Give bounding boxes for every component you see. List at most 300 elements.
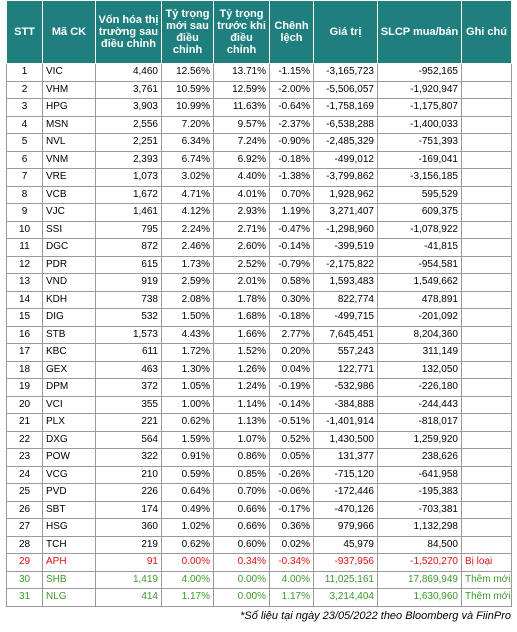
rebalance-table (6, 0, 512, 607)
cell-new-weight: 1.72% (162, 344, 214, 362)
cell-weight-diff: 2.77% (270, 326, 314, 344)
cell-stt: 22 (7, 431, 43, 449)
cell-share-volume: 609,375 (378, 204, 462, 222)
table-row (7, 309, 512, 327)
cell-old-weight: 2.01% (214, 274, 270, 292)
cell-market-cap: 1,573 (96, 326, 162, 344)
cell-share-volume: -3,156,185 (378, 169, 462, 187)
cell-note (462, 449, 512, 467)
cell-note (462, 484, 512, 502)
cell-weight-diff: -0.17% (270, 501, 314, 519)
cell-new-weight: 0.62% (162, 536, 214, 554)
table-row (7, 361, 512, 379)
cell-old-weight: 0.00% (214, 589, 270, 607)
header-ty-trong-truoc: Tỷ trọng trước khi điều chỉnh (214, 1, 270, 64)
table-row (7, 466, 512, 484)
cell-note (462, 274, 512, 292)
cell-weight-diff: 0.04% (270, 361, 314, 379)
cell-share-volume: 1,132,298 (378, 519, 462, 537)
cell-old-weight: 4.40% (214, 169, 270, 187)
cell-ticker: VNM (43, 151, 96, 169)
cell-share-volume: 132,050 (378, 361, 462, 379)
cell-old-weight: 13.71% (214, 64, 270, 82)
cell-value: -499,012 (314, 151, 378, 169)
cell-value: -1,401,914 (314, 414, 378, 432)
cell-new-weight: 7.20% (162, 116, 214, 134)
table-row (7, 379, 512, 397)
cell-new-weight: 0.59% (162, 466, 214, 484)
header-von-hoa: Vốn hóa thị trường sau điều chỉnh (96, 1, 162, 64)
cell-weight-diff: -2.37% (270, 116, 314, 134)
cell-stt: 28 (7, 536, 43, 554)
cell-value: 1,430,500 (314, 431, 378, 449)
cell-market-cap: 4,460 (96, 64, 162, 82)
cell-market-cap: 414 (96, 589, 162, 607)
cell-weight-diff: -0.14% (270, 396, 314, 414)
cell-stt: 6 (7, 151, 43, 169)
cell-note (462, 134, 512, 152)
cell-share-volume: -1,920,947 (378, 81, 462, 99)
cell-ticker: VHM (43, 81, 96, 99)
cell-value: -2,485,329 (314, 134, 378, 152)
cell-stt: 5 (7, 134, 43, 152)
cell-new-weight: 1.00% (162, 396, 214, 414)
cell-stt: 19 (7, 379, 43, 397)
cell-old-weight: 0.85% (214, 466, 270, 484)
cell-ticker: GEX (43, 361, 96, 379)
cell-value: 3,214,404 (314, 589, 378, 607)
cell-weight-diff: 0.20% (270, 344, 314, 362)
table-row (7, 169, 512, 187)
header-chenh-lech: Chênh lệch (270, 1, 314, 64)
cell-value: -1,298,960 (314, 221, 378, 239)
source-footnote: *Số liệu tại ngày 23/05/2022 theo Bloomberg và FiinPro (240, 610, 511, 622)
cell-market-cap: 532 (96, 309, 162, 327)
cell-market-cap: 463 (96, 361, 162, 379)
table-row (7, 449, 512, 467)
cell-new-weight: 4.71% (162, 186, 214, 204)
cell-weight-diff: -0.06% (270, 484, 314, 502)
cell-stt: 15 (7, 309, 43, 327)
cell-share-volume: -641,958 (378, 466, 462, 484)
cell-weight-diff: 0.70% (270, 186, 314, 204)
cell-ticker: TCH (43, 536, 96, 554)
cell-old-weight: 0.34% (214, 554, 270, 572)
cell-value: 1,928,962 (314, 186, 378, 204)
table-row (7, 134, 512, 152)
cell-stt: 24 (7, 466, 43, 484)
cell-value: -1,758,169 (314, 99, 378, 117)
cell-stt: 25 (7, 484, 43, 502)
cell-share-volume: -1,175,807 (378, 99, 462, 117)
cell-weight-diff: 0.05% (270, 449, 314, 467)
cell-value: 11,025,161 (314, 571, 378, 589)
table-row (7, 554, 512, 572)
cell-ticker: APH (43, 554, 96, 572)
cell-share-volume: -1,078,922 (378, 221, 462, 239)
cell-ticker: NVL (43, 134, 96, 152)
cell-weight-diff: 0.36% (270, 519, 314, 537)
cell-stt: 4 (7, 116, 43, 134)
cell-stt: 20 (7, 396, 43, 414)
cell-new-weight: 0.64% (162, 484, 214, 502)
cell-note (462, 344, 512, 362)
cell-market-cap: 322 (96, 449, 162, 467)
cell-weight-diff: -0.34% (270, 554, 314, 572)
cell-share-volume: -201,092 (378, 309, 462, 327)
table-row (7, 536, 512, 554)
cell-old-weight: 4.01% (214, 186, 270, 204)
cell-weight-diff: -0.47% (270, 221, 314, 239)
cell-new-weight: 10.99% (162, 99, 214, 117)
cell-value: -399,519 (314, 239, 378, 257)
cell-new-weight: 2.08% (162, 291, 214, 309)
table-row (7, 186, 512, 204)
cell-share-volume: -954,581 (378, 256, 462, 274)
cell-value: 7,645,451 (314, 326, 378, 344)
cell-weight-diff: -1.38% (270, 169, 314, 187)
cell-note (462, 204, 512, 222)
cell-note (462, 519, 512, 537)
cell-note (462, 256, 512, 274)
cell-ticker: DXG (43, 431, 96, 449)
cell-value: 822,774 (314, 291, 378, 309)
cell-market-cap: 1,073 (96, 169, 162, 187)
cell-stt: 1 (7, 64, 43, 82)
cell-ticker: SHB (43, 571, 96, 589)
table-row (7, 274, 512, 292)
table-row (7, 589, 512, 607)
cell-new-weight: 1.17% (162, 589, 214, 607)
cell-market-cap: 360 (96, 519, 162, 537)
cell-ticker: MSN (43, 116, 96, 134)
table-row (7, 519, 512, 537)
cell-weight-diff: 0.58% (270, 274, 314, 292)
cell-ticker: SBT (43, 501, 96, 519)
cell-ticker: VCI (43, 396, 96, 414)
cell-note (462, 309, 512, 327)
cell-note (462, 99, 512, 117)
cell-note (462, 536, 512, 554)
cell-share-volume: 311,149 (378, 344, 462, 362)
cell-value: -172,446 (314, 484, 378, 502)
header-ma-ck: Mã CK (43, 1, 96, 64)
table-row (7, 64, 512, 82)
table-row (7, 204, 512, 222)
cell-share-volume: -169,041 (378, 151, 462, 169)
cell-stt: 21 (7, 414, 43, 432)
cell-new-weight: 0.00% (162, 554, 214, 572)
table-row (7, 484, 512, 502)
cell-new-weight: 12.56% (162, 64, 214, 82)
cell-share-volume: -751,393 (378, 134, 462, 152)
cell-note (462, 186, 512, 204)
cell-note (462, 414, 512, 432)
cell-share-volume: 595,529 (378, 186, 462, 204)
table-row (7, 431, 512, 449)
cell-old-weight: 1.24% (214, 379, 270, 397)
cell-old-weight: 12.59% (214, 81, 270, 99)
cell-value: -6,538,288 (314, 116, 378, 134)
cell-ticker: VND (43, 274, 96, 292)
cell-share-volume: -1,400,033 (378, 116, 462, 134)
cell-value: -937,956 (314, 554, 378, 572)
cell-weight-diff: -0.19% (270, 379, 314, 397)
cell-ticker: DGC (43, 239, 96, 257)
cell-stt: 30 (7, 571, 43, 589)
cell-ticker: HSG (43, 519, 96, 537)
table-row (7, 344, 512, 362)
cell-ticker: PDR (43, 256, 96, 274)
cell-weight-diff: -0.79% (270, 256, 314, 274)
cell-old-weight: 11.63% (214, 99, 270, 117)
cell-weight-diff: -0.18% (270, 151, 314, 169)
table-header-row (7, 1, 512, 64)
cell-old-weight: 2.60% (214, 239, 270, 257)
cell-value: 979,966 (314, 519, 378, 537)
cell-value: -2,175,822 (314, 256, 378, 274)
cell-note: Thêm mới (462, 571, 512, 589)
cell-value: -3,799,862 (314, 169, 378, 187)
cell-weight-diff: 1.17% (270, 589, 314, 607)
cell-note (462, 116, 512, 134)
cell-note (462, 431, 512, 449)
cell-market-cap: 795 (96, 221, 162, 239)
cell-market-cap: 355 (96, 396, 162, 414)
rebalance-table-container (6, 0, 511, 607)
cell-weight-diff: 0.02% (270, 536, 314, 554)
cell-note (462, 501, 512, 519)
cell-value: 1,593,483 (314, 274, 378, 292)
cell-new-weight: 4.00% (162, 571, 214, 589)
cell-weight-diff: -0.90% (270, 134, 314, 152)
cell-share-volume: -818,017 (378, 414, 462, 432)
cell-stt: 11 (7, 239, 43, 257)
cell-old-weight: 9.57% (214, 116, 270, 134)
cell-new-weight: 1.02% (162, 519, 214, 537)
cell-weight-diff: -0.26% (270, 466, 314, 484)
cell-note (462, 396, 512, 414)
cell-share-volume: 8,204,360 (378, 326, 462, 344)
cell-stt: 7 (7, 169, 43, 187)
cell-stt: 10 (7, 221, 43, 239)
cell-new-weight: 1.30% (162, 361, 214, 379)
cell-weight-diff: -2.00% (270, 81, 314, 99)
cell-market-cap: 3,903 (96, 99, 162, 117)
cell-market-cap: 615 (96, 256, 162, 274)
cell-new-weight: 1.59% (162, 431, 214, 449)
cell-share-volume: -952,165 (378, 64, 462, 82)
cell-note (462, 239, 512, 257)
cell-old-weight: 1.78% (214, 291, 270, 309)
cell-ticker: SSI (43, 221, 96, 239)
cell-new-weight: 6.34% (162, 134, 214, 152)
cell-old-weight: 7.24% (214, 134, 270, 152)
cell-ticker: PVD (43, 484, 96, 502)
cell-stt: 8 (7, 186, 43, 204)
header-slcp: SLCP mua/bán (378, 1, 462, 64)
cell-ticker: STB (43, 326, 96, 344)
cell-market-cap: 91 (96, 554, 162, 572)
cell-ticker: VCG (43, 466, 96, 484)
cell-weight-diff: 0.30% (270, 291, 314, 309)
cell-new-weight: 0.91% (162, 449, 214, 467)
cell-share-volume: -244,443 (378, 396, 462, 414)
cell-value: 122,771 (314, 361, 378, 379)
cell-new-weight: 2.24% (162, 221, 214, 239)
header-gia-tri: Giá trị (314, 1, 378, 64)
cell-stt: 14 (7, 291, 43, 309)
cell-ticker: VJC (43, 204, 96, 222)
cell-ticker: VCB (43, 186, 96, 204)
table-row (7, 326, 512, 344)
table-row (7, 99, 512, 117)
cell-ticker: KDH (43, 291, 96, 309)
cell-market-cap: 219 (96, 536, 162, 554)
cell-old-weight: 6.92% (214, 151, 270, 169)
cell-stt: 13 (7, 274, 43, 292)
cell-old-weight: 1.66% (214, 326, 270, 344)
cell-weight-diff: -0.18% (270, 309, 314, 327)
cell-old-weight: 1.26% (214, 361, 270, 379)
cell-market-cap: 174 (96, 501, 162, 519)
cell-weight-diff: -0.51% (270, 414, 314, 432)
cell-stt: 29 (7, 554, 43, 572)
cell-market-cap: 1,419 (96, 571, 162, 589)
cell-market-cap: 564 (96, 431, 162, 449)
cell-market-cap: 2,556 (96, 116, 162, 134)
cell-note (462, 379, 512, 397)
cell-share-volume: -226,180 (378, 379, 462, 397)
cell-new-weight: 4.43% (162, 326, 214, 344)
cell-ticker: HPG (43, 99, 96, 117)
cell-share-volume: 84,500 (378, 536, 462, 554)
table-row (7, 256, 512, 274)
cell-value: 557,243 (314, 344, 378, 362)
cell-market-cap: 872 (96, 239, 162, 257)
table-row (7, 501, 512, 519)
cell-value: -499,715 (314, 309, 378, 327)
cell-ticker: DPM (43, 379, 96, 397)
cell-new-weight: 1.05% (162, 379, 214, 397)
cell-stt: 17 (7, 344, 43, 362)
cell-new-weight: 0.62% (162, 414, 214, 432)
cell-old-weight: 1.68% (214, 309, 270, 327)
cell-stt: 27 (7, 519, 43, 537)
cell-weight-diff: 1.19% (270, 204, 314, 222)
cell-old-weight: 2.93% (214, 204, 270, 222)
cell-old-weight: 0.86% (214, 449, 270, 467)
cell-value: -715,120 (314, 466, 378, 484)
cell-stt: 23 (7, 449, 43, 467)
cell-share-volume: -41,815 (378, 239, 462, 257)
cell-market-cap: 221 (96, 414, 162, 432)
cell-new-weight: 1.73% (162, 256, 214, 274)
cell-weight-diff: -0.14% (270, 239, 314, 257)
table-row (7, 571, 512, 589)
cell-weight-diff: -0.64% (270, 99, 314, 117)
cell-stt: 18 (7, 361, 43, 379)
cell-weight-diff: -1.15% (270, 64, 314, 82)
cell-stt: 16 (7, 326, 43, 344)
cell-ticker: PLX (43, 414, 96, 432)
table-body (7, 64, 512, 607)
header-ty-trong-moi: Tỷ trọng mới sau điều chỉnh (162, 1, 214, 64)
cell-market-cap: 3,761 (96, 81, 162, 99)
header-stt: STT (7, 1, 43, 64)
cell-share-volume: -1,520,270 (378, 554, 462, 572)
cell-share-volume: 1,630,960 (378, 589, 462, 607)
cell-ticker: DIG (43, 309, 96, 327)
cell-old-weight: 0.00% (214, 571, 270, 589)
table-row (7, 414, 512, 432)
cell-weight-diff: 0.52% (270, 431, 314, 449)
cell-note (462, 64, 512, 82)
cell-new-weight: 0.49% (162, 501, 214, 519)
cell-new-weight: 3.02% (162, 169, 214, 187)
table-row (7, 291, 512, 309)
cell-old-weight: 1.13% (214, 414, 270, 432)
table-row (7, 221, 512, 239)
cell-new-weight: 2.59% (162, 274, 214, 292)
cell-new-weight: 1.50% (162, 309, 214, 327)
cell-value: -5,506,057 (314, 81, 378, 99)
cell-share-volume: 238,626 (378, 449, 462, 467)
cell-share-volume: 17,869,949 (378, 571, 462, 589)
header-ghi-chu: Ghi chú (462, 1, 512, 64)
cell-old-weight: 0.66% (214, 519, 270, 537)
cell-new-weight: 10.59% (162, 81, 214, 99)
cell-share-volume: -703,381 (378, 501, 462, 519)
cell-value: 3,271,407 (314, 204, 378, 222)
cell-ticker: POW (43, 449, 96, 467)
cell-note (462, 81, 512, 99)
table-row (7, 396, 512, 414)
cell-share-volume: 1,259,920 (378, 431, 462, 449)
cell-stt: 12 (7, 256, 43, 274)
cell-old-weight: 1.07% (214, 431, 270, 449)
cell-stt: 3 (7, 99, 43, 117)
cell-ticker: NLG (43, 589, 96, 607)
cell-note (462, 169, 512, 187)
cell-market-cap: 2,251 (96, 134, 162, 152)
cell-old-weight: 1.52% (214, 344, 270, 362)
cell-share-volume: 478,891 (378, 291, 462, 309)
cell-new-weight: 4.12% (162, 204, 214, 222)
cell-market-cap: 1,461 (96, 204, 162, 222)
cell-ticker: VIC (43, 64, 96, 82)
cell-market-cap: 1,672 (96, 186, 162, 204)
cell-note (462, 151, 512, 169)
cell-note (462, 221, 512, 239)
cell-note (462, 291, 512, 309)
cell-note (462, 361, 512, 379)
cell-market-cap: 2,393 (96, 151, 162, 169)
cell-old-weight: 2.71% (214, 221, 270, 239)
table-row (7, 81, 512, 99)
cell-new-weight: 6.74% (162, 151, 214, 169)
cell-share-volume: 1,549,662 (378, 274, 462, 292)
cell-stt: 31 (7, 589, 43, 607)
cell-stt: 9 (7, 204, 43, 222)
cell-old-weight: 0.66% (214, 501, 270, 519)
cell-market-cap: 919 (96, 274, 162, 292)
cell-value: -470,126 (314, 501, 378, 519)
cell-stt: 26 (7, 501, 43, 519)
cell-value: 45,979 (314, 536, 378, 554)
cell-share-volume: -195,383 (378, 484, 462, 502)
table-row (7, 116, 512, 134)
